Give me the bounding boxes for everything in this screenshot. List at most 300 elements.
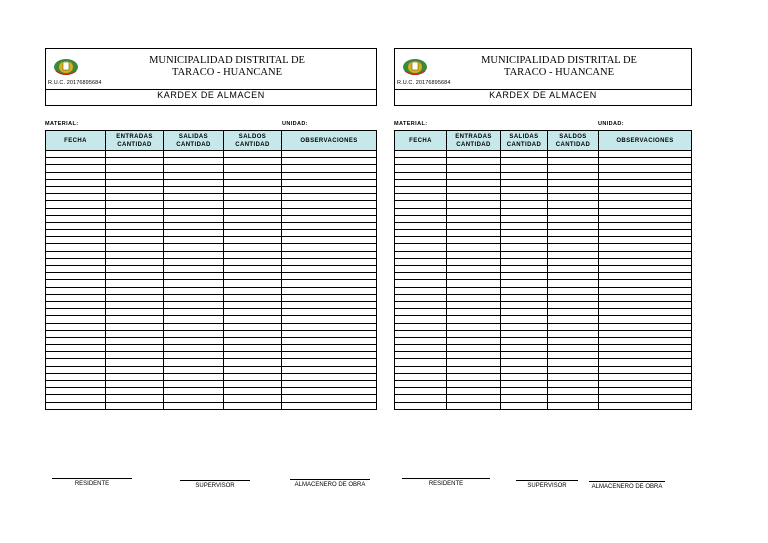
table-cell[interactable]: [447, 230, 501, 237]
table-cell[interactable]: [548, 222, 599, 229]
table-cell[interactable]: [395, 294, 447, 301]
table-cell[interactable]: [501, 402, 548, 409]
table-cell[interactable]: [164, 186, 224, 193]
table-cell[interactable]: [395, 222, 447, 229]
table-cell[interactable]: [395, 316, 447, 323]
table-cell[interactable]: [501, 345, 548, 352]
table-cell[interactable]: [599, 244, 692, 251]
table-cell[interactable]: [106, 215, 164, 222]
table-cell[interactable]: [106, 366, 164, 373]
table-cell[interactable]: [106, 352, 164, 359]
table-cell[interactable]: [501, 301, 548, 308]
table-cell[interactable]: [501, 251, 548, 258]
table-cell[interactable]: [224, 244, 282, 251]
table-cell[interactable]: [164, 294, 224, 301]
table-cell[interactable]: [106, 179, 164, 186]
table-cell[interactable]: [501, 373, 548, 380]
table-cell[interactable]: [395, 388, 447, 395]
table-cell[interactable]: [224, 230, 282, 237]
table-cell[interactable]: [282, 280, 377, 287]
table-cell[interactable]: [282, 165, 377, 172]
table-cell[interactable]: [599, 366, 692, 373]
table-cell[interactable]: [282, 251, 377, 258]
table-cell[interactable]: [164, 366, 224, 373]
table-cell[interactable]: [224, 222, 282, 229]
table-cell[interactable]: [548, 151, 599, 158]
table-cell[interactable]: [106, 402, 164, 409]
table-cell[interactable]: [224, 388, 282, 395]
table-cell[interactable]: [501, 186, 548, 193]
table-cell[interactable]: [548, 201, 599, 208]
table-cell[interactable]: [548, 309, 599, 316]
table-cell[interactable]: [164, 323, 224, 330]
table-cell[interactable]: [395, 402, 447, 409]
table-cell[interactable]: [164, 301, 224, 308]
table-cell[interactable]: [501, 337, 548, 344]
table-cell[interactable]: [395, 345, 447, 352]
table-cell[interactable]: [106, 158, 164, 165]
table-cell[interactable]: [46, 381, 106, 388]
table-cell[interactable]: [282, 237, 377, 244]
table-cell[interactable]: [106, 222, 164, 229]
table-cell[interactable]: [447, 222, 501, 229]
table-cell[interactable]: [282, 258, 377, 265]
table-cell[interactable]: [501, 215, 548, 222]
table-cell[interactable]: [447, 309, 501, 316]
table-cell[interactable]: [164, 395, 224, 402]
table-cell[interactable]: [599, 330, 692, 337]
table-cell[interactable]: [164, 201, 224, 208]
table-cell[interactable]: [395, 179, 447, 186]
table-cell[interactable]: [599, 151, 692, 158]
table-cell[interactable]: [395, 323, 447, 330]
table-cell[interactable]: [282, 309, 377, 316]
table-cell[interactable]: [46, 208, 106, 215]
table-cell[interactable]: [395, 359, 447, 366]
table-cell[interactable]: [282, 337, 377, 344]
table-cell[interactable]: [501, 330, 548, 337]
table-cell[interactable]: [46, 230, 106, 237]
table-cell[interactable]: [224, 352, 282, 359]
table-cell[interactable]: [501, 237, 548, 244]
table-cell[interactable]: [46, 215, 106, 222]
table-cell[interactable]: [224, 359, 282, 366]
table-cell[interactable]: [501, 222, 548, 229]
table-cell[interactable]: [395, 273, 447, 280]
table-cell[interactable]: [282, 186, 377, 193]
table-cell[interactable]: [447, 366, 501, 373]
table-cell[interactable]: [224, 323, 282, 330]
table-cell[interactable]: [164, 345, 224, 352]
table-cell[interactable]: [501, 165, 548, 172]
table-cell[interactable]: [548, 280, 599, 287]
table-cell[interactable]: [599, 158, 692, 165]
table-cell[interactable]: [548, 165, 599, 172]
table-cell[interactable]: [599, 402, 692, 409]
table-cell[interactable]: [599, 381, 692, 388]
table-cell[interactable]: [501, 151, 548, 158]
table-cell[interactable]: [224, 172, 282, 179]
table-cell[interactable]: [164, 359, 224, 366]
table-cell[interactable]: [46, 359, 106, 366]
table-cell[interactable]: [501, 230, 548, 237]
table-cell[interactable]: [548, 273, 599, 280]
table-cell[interactable]: [46, 266, 106, 273]
table-cell[interactable]: [46, 244, 106, 251]
table-cell[interactable]: [395, 230, 447, 237]
table-cell[interactable]: [106, 244, 164, 251]
table-cell[interactable]: [447, 273, 501, 280]
table-cell[interactable]: [395, 208, 447, 215]
table-cell[interactable]: [46, 194, 106, 201]
table-cell[interactable]: [395, 309, 447, 316]
table-cell[interactable]: [599, 251, 692, 258]
table-cell[interactable]: [548, 373, 599, 380]
table-cell[interactable]: [282, 323, 377, 330]
table-cell[interactable]: [164, 237, 224, 244]
table-cell[interactable]: [224, 151, 282, 158]
table-cell[interactable]: [599, 294, 692, 301]
table-cell[interactable]: [106, 287, 164, 294]
table-cell[interactable]: [106, 294, 164, 301]
table-cell[interactable]: [106, 172, 164, 179]
table-cell[interactable]: [395, 201, 447, 208]
table-cell[interactable]: [282, 244, 377, 251]
table-cell[interactable]: [395, 366, 447, 373]
table-cell[interactable]: [447, 316, 501, 323]
table-cell[interactable]: [106, 273, 164, 280]
table-cell[interactable]: [164, 222, 224, 229]
table-cell[interactable]: [106, 186, 164, 193]
table-cell[interactable]: [447, 402, 501, 409]
table-cell[interactable]: [395, 244, 447, 251]
table-cell[interactable]: [164, 251, 224, 258]
table-cell[interactable]: [224, 208, 282, 215]
table-cell[interactable]: [447, 280, 501, 287]
table-cell[interactable]: [447, 165, 501, 172]
table-cell[interactable]: [224, 402, 282, 409]
table-cell[interactable]: [164, 273, 224, 280]
table-cell[interactable]: [548, 251, 599, 258]
table-cell[interactable]: [164, 280, 224, 287]
table-cell[interactable]: [501, 294, 548, 301]
table-cell[interactable]: [46, 151, 106, 158]
table-cell[interactable]: [282, 151, 377, 158]
table-cell[interactable]: [599, 186, 692, 193]
table-cell[interactable]: [395, 330, 447, 337]
table-cell[interactable]: [106, 230, 164, 237]
table-cell[interactable]: [599, 194, 692, 201]
table-cell[interactable]: [395, 194, 447, 201]
table-cell[interactable]: [599, 337, 692, 344]
table-cell[interactable]: [224, 251, 282, 258]
table-cell[interactable]: [106, 237, 164, 244]
table-cell[interactable]: [599, 280, 692, 287]
table-cell[interactable]: [395, 395, 447, 402]
table-cell[interactable]: [164, 287, 224, 294]
table-cell[interactable]: [106, 251, 164, 258]
table-cell[interactable]: [164, 316, 224, 323]
table-cell[interactable]: [282, 352, 377, 359]
table-cell[interactable]: [548, 208, 599, 215]
table-cell[interactable]: [599, 309, 692, 316]
table-cell[interactable]: [282, 294, 377, 301]
table-cell[interactable]: [599, 172, 692, 179]
table-cell[interactable]: [599, 179, 692, 186]
table-cell[interactable]: [501, 273, 548, 280]
table-cell[interactable]: [106, 337, 164, 344]
table-cell[interactable]: [447, 388, 501, 395]
table-cell[interactable]: [447, 258, 501, 265]
table-cell[interactable]: [224, 381, 282, 388]
table-cell[interactable]: [395, 215, 447, 222]
table-cell[interactable]: [548, 301, 599, 308]
table-cell[interactable]: [548, 194, 599, 201]
table-cell[interactable]: [447, 330, 501, 337]
table-cell[interactable]: [46, 402, 106, 409]
table-cell[interactable]: [46, 179, 106, 186]
table-cell[interactable]: [164, 165, 224, 172]
table-cell[interactable]: [46, 330, 106, 337]
table-cell[interactable]: [599, 165, 692, 172]
table-cell[interactable]: [447, 194, 501, 201]
table-cell[interactable]: [224, 186, 282, 193]
table-cell[interactable]: [282, 301, 377, 308]
table-cell[interactable]: [395, 172, 447, 179]
table-cell[interactable]: [395, 301, 447, 308]
table-cell[interactable]: [164, 194, 224, 201]
table-cell[interactable]: [106, 359, 164, 366]
table-cell[interactable]: [548, 258, 599, 265]
table-cell[interactable]: [224, 266, 282, 273]
table-cell[interactable]: [282, 215, 377, 222]
table-cell[interactable]: [106, 266, 164, 273]
table-cell[interactable]: [224, 287, 282, 294]
table-cell[interactable]: [548, 215, 599, 222]
table-cell[interactable]: [282, 330, 377, 337]
table-cell[interactable]: [224, 258, 282, 265]
table-cell[interactable]: [282, 381, 377, 388]
table-cell[interactable]: [164, 381, 224, 388]
table-cell[interactable]: [224, 165, 282, 172]
table-cell[interactable]: [501, 359, 548, 366]
table-cell[interactable]: [106, 373, 164, 380]
table-cell[interactable]: [282, 230, 377, 237]
table-cell[interactable]: [224, 345, 282, 352]
table-cell[interactable]: [224, 201, 282, 208]
table-cell[interactable]: [501, 194, 548, 201]
table-cell[interactable]: [282, 201, 377, 208]
table-cell[interactable]: [395, 251, 447, 258]
table-cell[interactable]: [164, 388, 224, 395]
table-cell[interactable]: [548, 316, 599, 323]
table-cell[interactable]: [447, 179, 501, 186]
table-cell[interactable]: [447, 186, 501, 193]
table-cell[interactable]: [106, 345, 164, 352]
table-cell[interactable]: [548, 294, 599, 301]
table-cell[interactable]: [46, 237, 106, 244]
table-cell[interactable]: [164, 215, 224, 222]
table-cell[interactable]: [501, 366, 548, 373]
table-cell[interactable]: [447, 359, 501, 366]
table-cell[interactable]: [164, 230, 224, 237]
table-cell[interactable]: [501, 316, 548, 323]
table-cell[interactable]: [282, 366, 377, 373]
table-cell[interactable]: [46, 287, 106, 294]
table-cell[interactable]: [164, 208, 224, 215]
table-cell[interactable]: [46, 186, 106, 193]
table-cell[interactable]: [46, 222, 106, 229]
table-cell[interactable]: [224, 158, 282, 165]
table-cell[interactable]: [501, 244, 548, 251]
table-cell[interactable]: [548, 158, 599, 165]
table-cell[interactable]: [164, 179, 224, 186]
table-cell[interactable]: [447, 323, 501, 330]
table-cell[interactable]: [164, 337, 224, 344]
table-cell[interactable]: [599, 316, 692, 323]
table-cell[interactable]: [106, 381, 164, 388]
table-cell[interactable]: [447, 266, 501, 273]
table-cell[interactable]: [599, 388, 692, 395]
table-cell[interactable]: [282, 316, 377, 323]
table-cell[interactable]: [224, 273, 282, 280]
table-cell[interactable]: [447, 345, 501, 352]
table-cell[interactable]: [46, 165, 106, 172]
table-cell[interactable]: [106, 388, 164, 395]
table-cell[interactable]: [282, 172, 377, 179]
table-cell[interactable]: [282, 222, 377, 229]
table-cell[interactable]: [282, 345, 377, 352]
table-cell[interactable]: [548, 352, 599, 359]
table-cell[interactable]: [106, 395, 164, 402]
table-cell[interactable]: [599, 273, 692, 280]
table-cell[interactable]: [164, 352, 224, 359]
table-cell[interactable]: [599, 258, 692, 265]
table-cell[interactable]: [447, 381, 501, 388]
table-cell[interactable]: [224, 373, 282, 380]
table-cell[interactable]: [106, 301, 164, 308]
table-cell[interactable]: [224, 309, 282, 316]
table-cell[interactable]: [395, 151, 447, 158]
table-cell[interactable]: [548, 395, 599, 402]
table-cell[interactable]: [46, 294, 106, 301]
table-cell[interactable]: [164, 309, 224, 316]
table-cell[interactable]: [395, 337, 447, 344]
table-cell[interactable]: [46, 388, 106, 395]
table-cell[interactable]: [46, 201, 106, 208]
table-cell[interactable]: [395, 381, 447, 388]
table-cell[interactable]: [106, 280, 164, 287]
table-cell[interactable]: [224, 179, 282, 186]
table-cell[interactable]: [106, 194, 164, 201]
table-cell[interactable]: [46, 172, 106, 179]
table-cell[interactable]: [46, 309, 106, 316]
table-cell[interactable]: [447, 208, 501, 215]
table-cell[interactable]: [501, 309, 548, 316]
table-cell[interactable]: [501, 172, 548, 179]
table-cell[interactable]: [164, 158, 224, 165]
table-cell[interactable]: [447, 395, 501, 402]
table-cell[interactable]: [501, 287, 548, 294]
table-cell[interactable]: [282, 359, 377, 366]
table-cell[interactable]: [46, 323, 106, 330]
table-cell[interactable]: [447, 352, 501, 359]
table-cell[interactable]: [282, 179, 377, 186]
table-cell[interactable]: [395, 165, 447, 172]
table-cell[interactable]: [501, 266, 548, 273]
table-cell[interactable]: [164, 172, 224, 179]
table-cell[interactable]: [447, 237, 501, 244]
table-cell[interactable]: [395, 352, 447, 359]
table-cell[interactable]: [106, 201, 164, 208]
table-cell[interactable]: [548, 337, 599, 344]
table-cell[interactable]: [599, 359, 692, 366]
table-cell[interactable]: [164, 151, 224, 158]
table-cell[interactable]: [282, 402, 377, 409]
table-cell[interactable]: [548, 172, 599, 179]
table-cell[interactable]: [599, 395, 692, 402]
table-cell[interactable]: [395, 186, 447, 193]
table-cell[interactable]: [501, 352, 548, 359]
table-cell[interactable]: [282, 395, 377, 402]
table-cell[interactable]: [224, 194, 282, 201]
table-cell[interactable]: [395, 280, 447, 287]
table-cell[interactable]: [46, 258, 106, 265]
table-cell[interactable]: [501, 388, 548, 395]
table-cell[interactable]: [501, 201, 548, 208]
table-cell[interactable]: [548, 323, 599, 330]
table-cell[interactable]: [548, 237, 599, 244]
table-cell[interactable]: [548, 366, 599, 373]
table-cell[interactable]: [395, 373, 447, 380]
table-cell[interactable]: [46, 316, 106, 323]
table-cell[interactable]: [224, 330, 282, 337]
table-cell[interactable]: [106, 208, 164, 215]
table-cell[interactable]: [46, 301, 106, 308]
table-cell[interactable]: [548, 244, 599, 251]
table-cell[interactable]: [447, 215, 501, 222]
table-cell[interactable]: [447, 251, 501, 258]
table-cell[interactable]: [395, 158, 447, 165]
table-cell[interactable]: [501, 395, 548, 402]
table-cell[interactable]: [548, 266, 599, 273]
table-cell[interactable]: [599, 373, 692, 380]
table-cell[interactable]: [548, 359, 599, 366]
table-cell[interactable]: [224, 294, 282, 301]
table-cell[interactable]: [599, 345, 692, 352]
table-cell[interactable]: [501, 258, 548, 265]
table-cell[interactable]: [447, 373, 501, 380]
table-cell[interactable]: [548, 186, 599, 193]
table-cell[interactable]: [164, 258, 224, 265]
table-cell[interactable]: [46, 366, 106, 373]
table-cell[interactable]: [447, 201, 501, 208]
table-cell[interactable]: [447, 158, 501, 165]
table-cell[interactable]: [224, 395, 282, 402]
table-cell[interactable]: [599, 287, 692, 294]
table-cell[interactable]: [548, 345, 599, 352]
table-cell[interactable]: [46, 373, 106, 380]
table-cell[interactable]: [224, 237, 282, 244]
table-cell[interactable]: [282, 208, 377, 215]
table-cell[interactable]: [447, 337, 501, 344]
table-cell[interactable]: [282, 373, 377, 380]
table-cell[interactable]: [224, 280, 282, 287]
table-cell[interactable]: [548, 388, 599, 395]
table-cell[interactable]: [501, 158, 548, 165]
table-cell[interactable]: [46, 345, 106, 352]
table-cell[interactable]: [46, 395, 106, 402]
